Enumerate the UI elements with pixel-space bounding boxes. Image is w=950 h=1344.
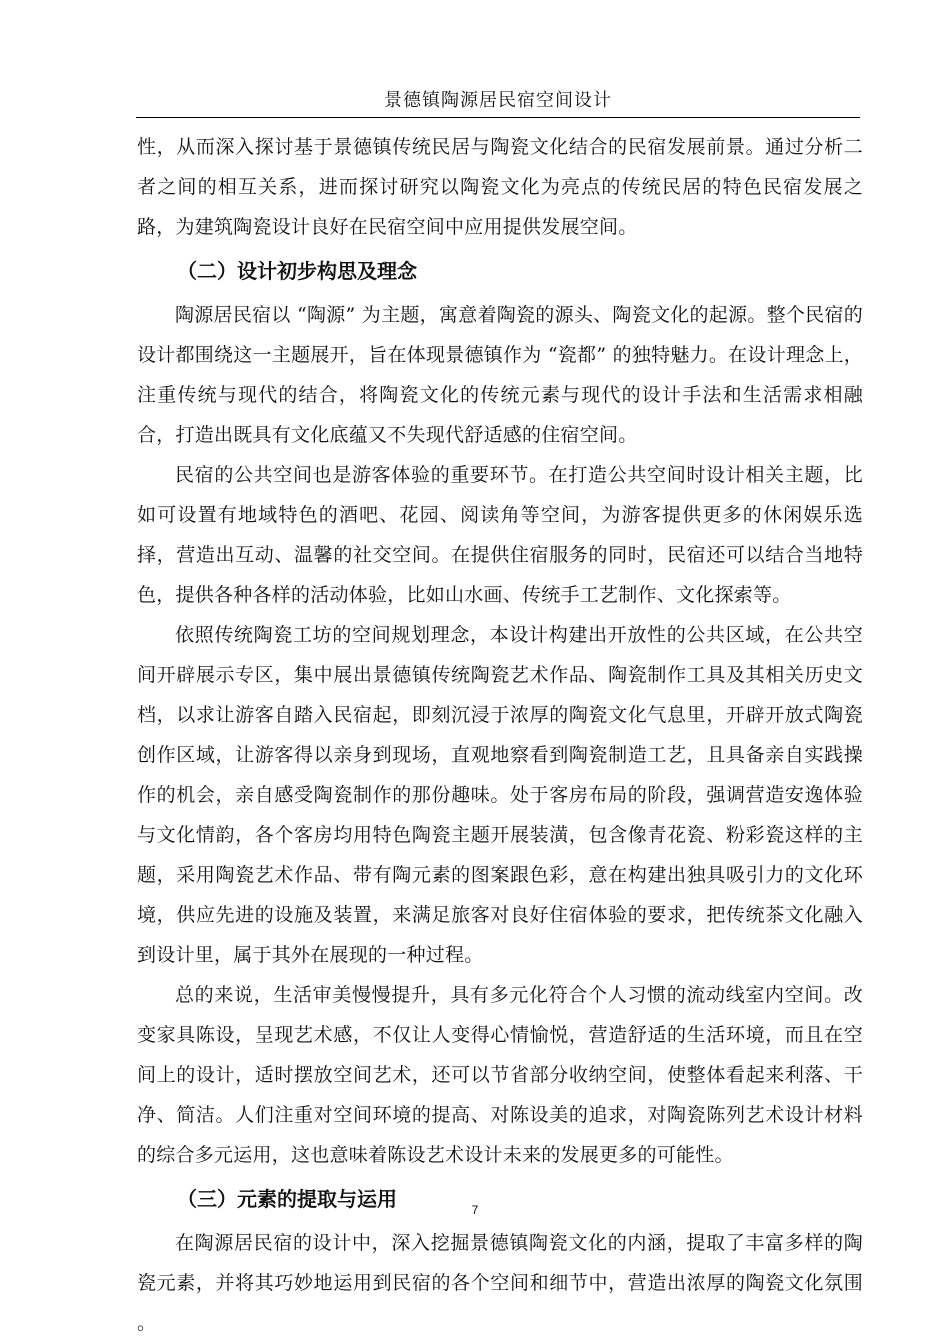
paragraph-continued: 性，从而深入探讨基于景德镇传统民居与陶瓷文化结合的民宿发展前景。通过分析二者之间的相互关系，进而探讨研究以陶瓷文化为亮点的传统民居的特色民宿发展之路，为建筑陶瓷设计良好在民宿空间中应用提供发展空间。 bbox=[137, 136, 863, 238]
section-heading-design-concept: （二）设计初步构思及理念 bbox=[177, 259, 417, 283]
section-heading-elements: （三）元素的提取与运用 bbox=[177, 1187, 397, 1211]
document-body bbox=[137, 127, 863, 1343]
paragraph-theme: 陶源居民宿以 “陶源” 为主题，寓意着陶瓷的源头、陶瓷文化的起源。整个民宿的设计都围绕这一主题展开，旨在体现景德镇作为 “瓷都” 的独特魅力。在设计理念上，注重传统与现代的结合，将陶瓷文化的传统元素与现代的设计手法和生活需求相融合，打造出既具有文化底蕴又不失现代舒适感的住宿空间。 bbox=[137, 304, 863, 446]
running-header: 景德镇陶源居民宿空间设计 bbox=[384, 90, 612, 111]
paragraph-summary: 总的来说，生活审美慢慢提升，具有多元化符合个人习惯的流动线室内空间。改变家具陈设，呈现艺术感，不仅让人变得心情愉悦，营造舒适的生活环境，而且在空间上的设计，适时摆放空间艺术，还可以节省部分收纳空间，使整体看起来利落、干净、简洁。人们注重对空间环境的提高、对陈设美的追求，对陶瓷陈列艺术设计材料的综合多元运用，这也意味着陈设艺术设计未来的发展更多的可能性。 bbox=[137, 984, 863, 1166]
paragraph-public-space: 民宿的公共空间也是游客体验的重要环节。在打造公共空间时设计相关主题，比如可设置有地域特色的酒吧、花园、阅读角等空间，为游客提供更多的休闲娱乐选择，营造出互动、温馨的社交空间。在提供住宿服务的同时，民宿还可以结合当地特色，提供各种各样的活动体验，比如山水画、传统手工艺制作、文化探索等。 bbox=[137, 464, 863, 606]
header-rule bbox=[136, 117, 860, 118]
page-number: 7 bbox=[471, 1203, 479, 1217]
paragraph-workshop-layout: 依照传统陶瓷工坊的空间规划理念，本设计构建出开放性的公共区域，在公共空间开辟展示专区，集中展出景德镇传统陶瓷艺术作品、陶瓷制作工具及其相关历史文档，以求让游客自踏入民宿起，即刻沉浸于浓厚的陶瓷文化气息里，开辟开放式陶瓷创作区域，让游客得以亲身到现场，直观地察看到陶瓷制造工艺，且具备亲自实践操作的机会，亲自感受陶瓷制作的那份趣味。处于客房布局的阶段，强调营造安逸体验与文化情韵，各个客房均用特色陶瓷主题开展装潢，包含像青花瓷、粉彩瓷这样的主题，采用陶瓷艺术作品、带有陶元素的图案跟色彩，意在构建出独具吸引力的文化环境，供应先进的设施及装置，来满足旅客对良好住宿体验的要求，把传统茶文化融入到设计里，属于其外在展现的一种过程。 bbox=[137, 624, 863, 966]
paragraph-elements: 在陶源居民宿的设计中，深入挖掘景德镇陶瓷文化的内涵，提取了丰富多样的陶瓷元素，并将其巧妙地运用到民宿的各个空间和细节中，营造出浓厚的陶瓷文化氛围 。 bbox=[137, 1232, 863, 1334]
